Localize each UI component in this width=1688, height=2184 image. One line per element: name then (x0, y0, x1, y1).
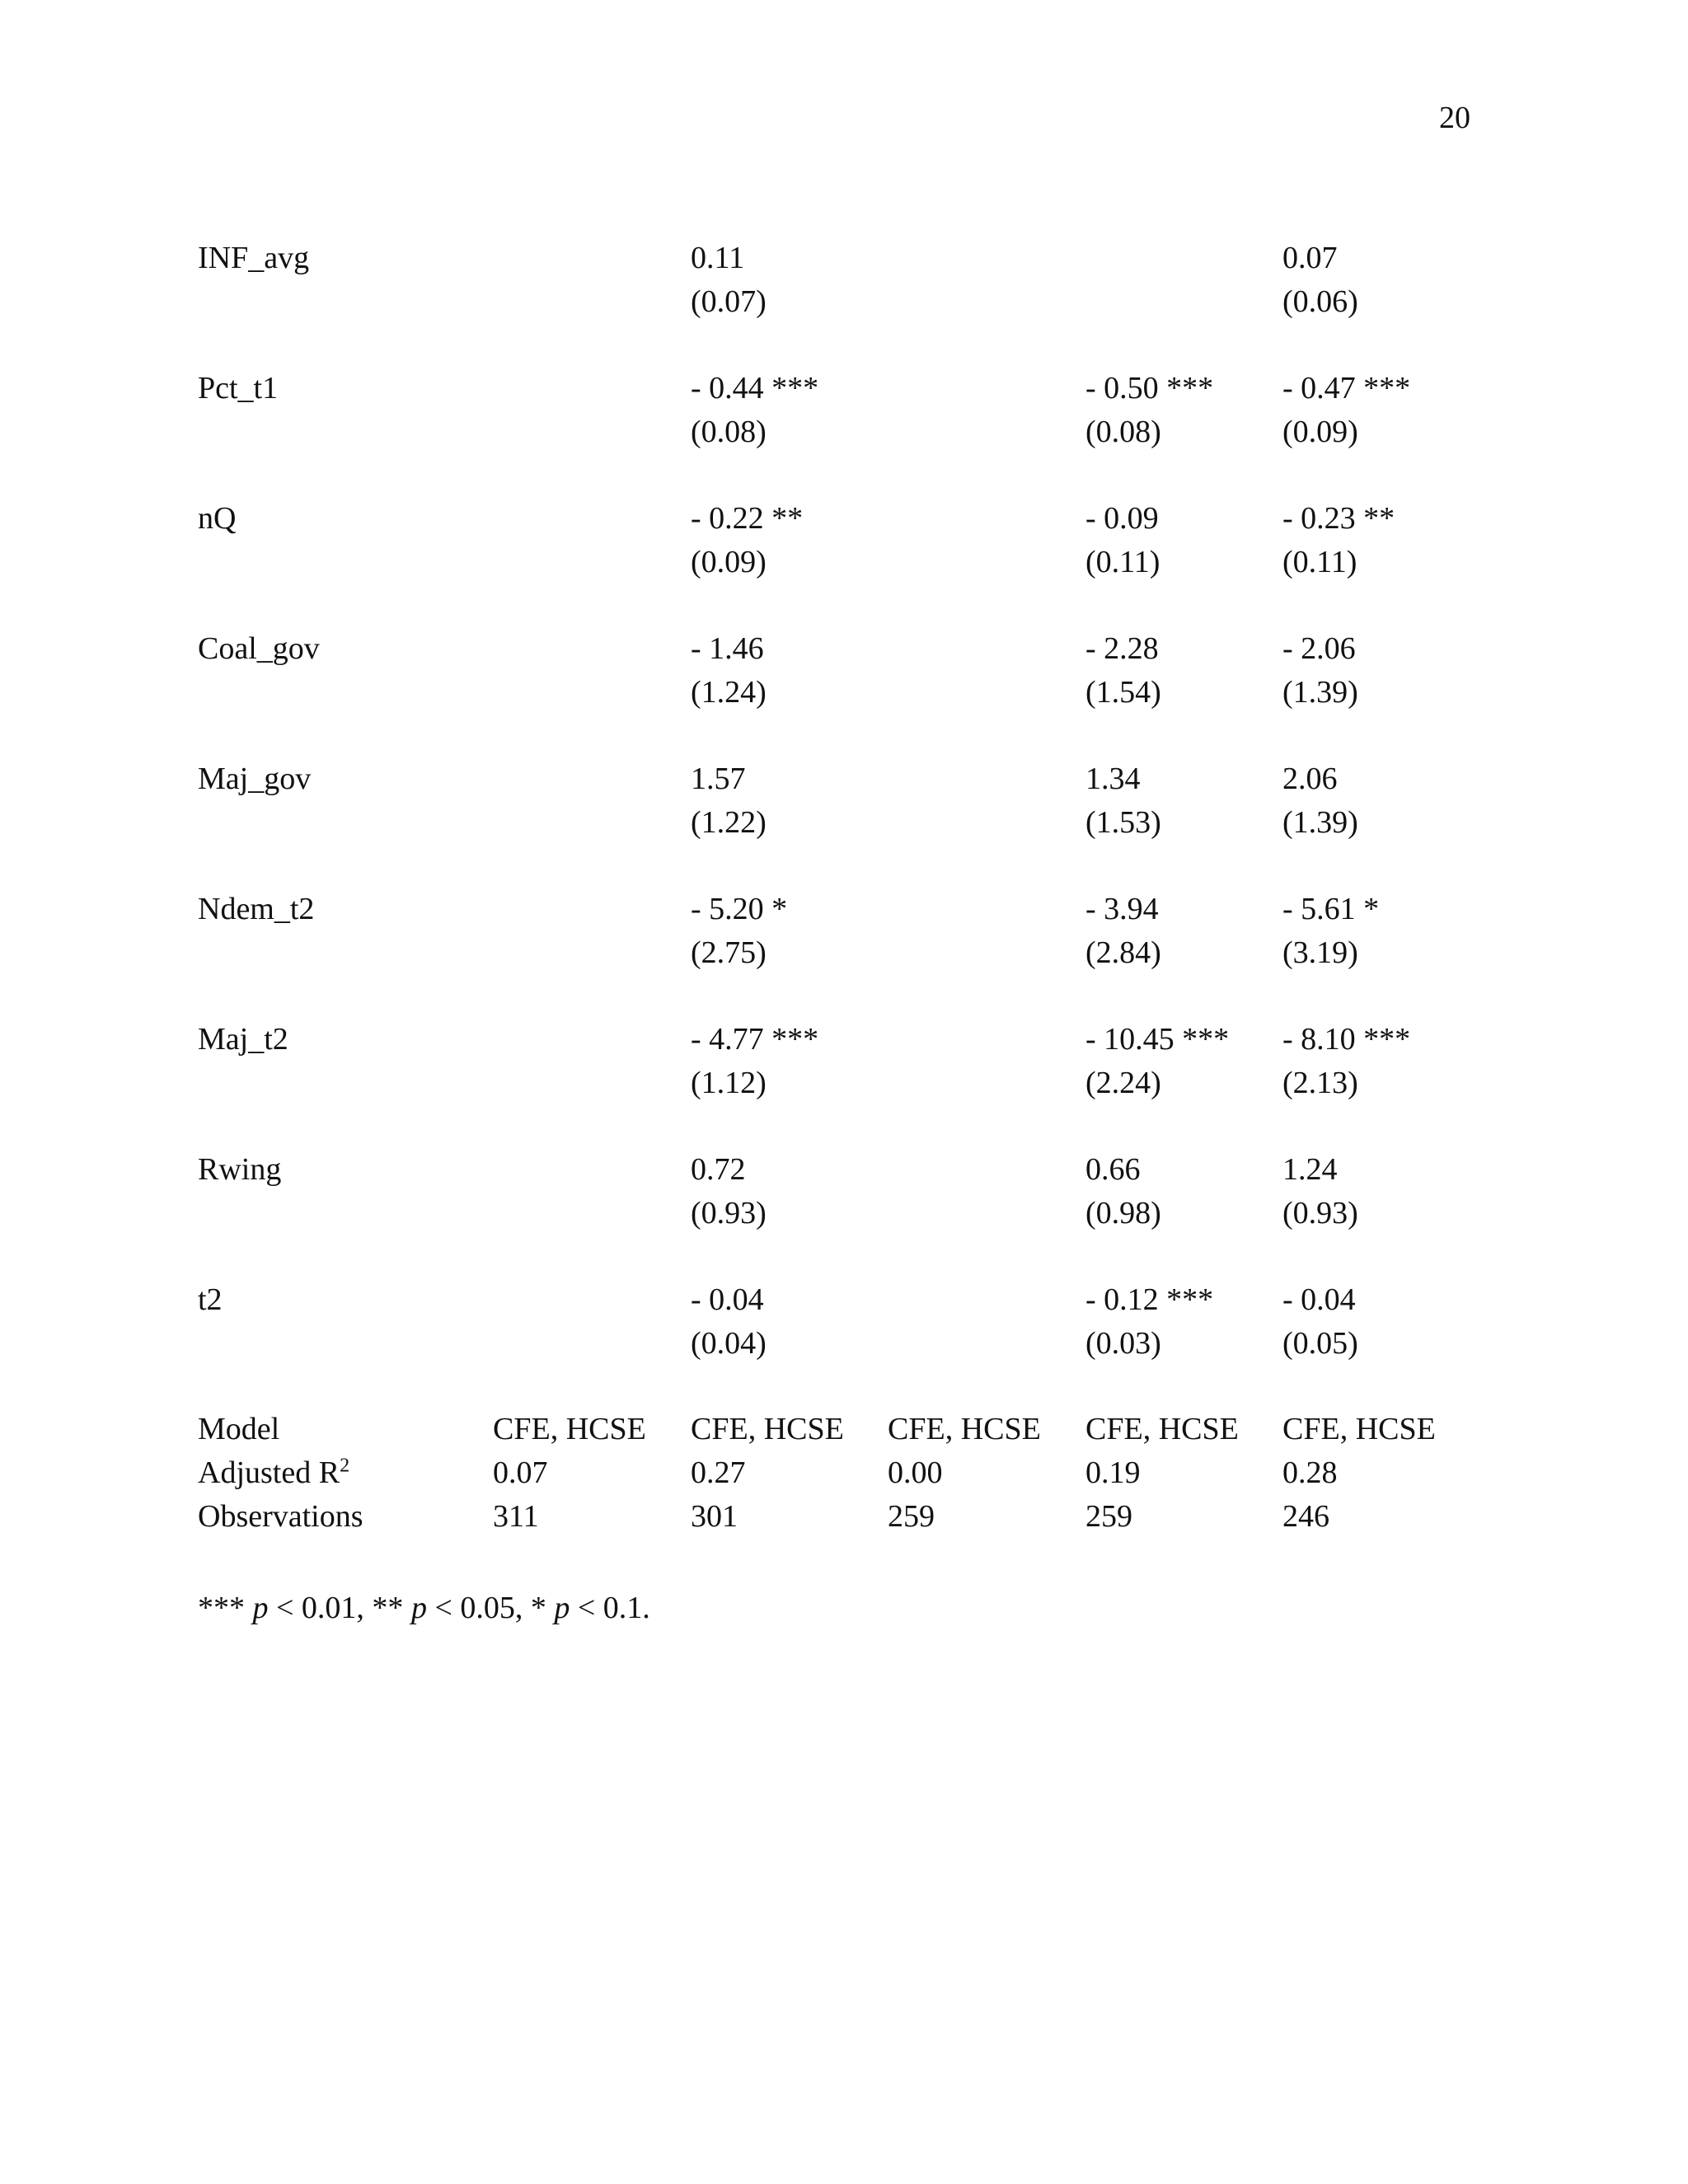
stat-cell: 0.19 (1085, 1455, 1141, 1490)
se-cell: (1.22) (691, 805, 767, 840)
stat-cell: CFE, HCSE (1282, 1412, 1436, 1446)
coef-cell: 0.72 (691, 1152, 746, 1187)
superscript: 2 (340, 1455, 350, 1477)
stat-cell: 259 (1085, 1499, 1132, 1534)
se-cell: (1.53) (1085, 805, 1161, 840)
stat-label: Model (198, 1412, 280, 1446)
se-cell: (0.09) (691, 545, 767, 579)
se-cell: (0.09) (1282, 415, 1358, 449)
coef-cell: - 10.45 *** (1085, 1022, 1230, 1057)
stat-cell: 0.00 (888, 1455, 943, 1490)
stat-label (198, 1451, 349, 1495)
se-cell: (2.75) (691, 935, 767, 970)
stat-cell: CFE, HCSE (888, 1412, 1041, 1446)
coef-cell: 0.11 (691, 241, 745, 275)
stat-cell: CFE, HCSE (493, 1412, 646, 1446)
se-cell: (0.98) (1085, 1196, 1161, 1230)
coef-cell: 0.07 (1282, 241, 1338, 275)
footnote-text: < 0.01, ** (268, 1591, 411, 1625)
se-cell: (2.24) (1085, 1066, 1161, 1100)
coef-cell: 1.57 (691, 762, 746, 796)
page-number: 20 (1439, 101, 1470, 135)
se-cell: (0.93) (691, 1196, 767, 1230)
coef-cell: - 5.20 * (691, 892, 788, 926)
variable-name: nQ (198, 501, 237, 536)
coef-cell: - 0.09 (1085, 501, 1159, 536)
variable-name: t2 (198, 1282, 223, 1317)
se-cell: (0.93) (1282, 1196, 1358, 1230)
variable-name: Ndem_t2 (198, 892, 315, 926)
coef-cell: - 0.04 (1282, 1282, 1356, 1317)
coef-cell: - 0.12 *** (1085, 1282, 1214, 1317)
se-cell: (0.11) (1282, 545, 1357, 579)
variable-name: Pct_t1 (198, 371, 279, 405)
variable-name: INF_avg (198, 241, 310, 275)
variable-name: Maj_t2 (198, 1022, 288, 1057)
stat-label: Observations (198, 1499, 363, 1534)
se-cell: (1.24) (691, 675, 767, 710)
coef-cell: - 0.44 *** (691, 371, 819, 405)
se-cell: (0.11) (1085, 545, 1160, 579)
stat-cell: 259 (888, 1499, 935, 1534)
p-symbol: p (410, 1591, 427, 1625)
se-cell: (1.39) (1282, 805, 1358, 840)
coef-cell: - 1.46 (691, 631, 764, 666)
variable-name: Maj_gov (198, 762, 312, 796)
coef-cell: - 2.06 (1282, 631, 1356, 666)
coef-cell: - 5.61 * (1282, 892, 1380, 926)
coef-cell: - 0.04 (691, 1282, 764, 1317)
p-symbol: p (554, 1591, 570, 1625)
se-cell: (2.84) (1085, 935, 1161, 970)
stat-cell: 0.28 (1282, 1455, 1338, 1490)
coef-cell: 1.24 (1282, 1152, 1338, 1187)
coef-cell: - 2.28 (1085, 631, 1159, 666)
se-cell: (2.13) (1282, 1066, 1358, 1100)
stat-label-text: Adjusted R (198, 1455, 340, 1490)
se-cell: (1.39) (1282, 675, 1358, 710)
coef-cell: - 3.94 (1085, 892, 1159, 926)
variable-name: Coal_gov (198, 631, 320, 666)
stat-cell: 311 (493, 1499, 539, 1534)
coef-cell: 1.34 (1085, 762, 1141, 796)
coef-cell: - 4.77 *** (691, 1022, 819, 1057)
se-cell: (0.03) (1085, 1326, 1161, 1361)
stat-cell: 246 (1282, 1499, 1329, 1534)
stat-cell: 0.07 (493, 1455, 548, 1490)
stat-cell: 0.27 (691, 1455, 746, 1490)
footnote-text: < 0.05, * (426, 1591, 555, 1625)
coef-cell: - 8.10 *** (1282, 1022, 1411, 1057)
se-cell: (0.08) (1085, 415, 1161, 449)
significance-footnote (198, 1586, 650, 1630)
stat-cell: CFE, HCSE (1085, 1412, 1239, 1446)
coef-cell: - 0.22 ** (691, 501, 804, 536)
footnote-text: *** (198, 1591, 253, 1625)
se-cell: (3.19) (1282, 935, 1358, 970)
coef-cell: - 0.47 *** (1282, 371, 1411, 405)
coef-cell: 0.66 (1085, 1152, 1141, 1187)
p-symbol: p (252, 1591, 269, 1625)
variable-name: Rwing (198, 1152, 282, 1187)
coef-cell: - 0.50 *** (1085, 371, 1214, 405)
footnote-text: < 0.1. (570, 1591, 650, 1625)
stat-cell: 301 (691, 1499, 738, 1534)
se-cell: (0.07) (691, 284, 767, 319)
se-cell: (0.05) (1282, 1326, 1358, 1361)
se-cell: (0.06) (1282, 284, 1358, 319)
coef-cell: 2.06 (1282, 762, 1338, 796)
se-cell: (1.54) (1085, 675, 1161, 710)
se-cell: (0.04) (691, 1326, 767, 1361)
se-cell: (1.12) (691, 1066, 767, 1100)
stat-cell: CFE, HCSE (691, 1412, 844, 1446)
se-cell: (0.08) (691, 415, 767, 449)
coef-cell: - 0.23 ** (1282, 501, 1395, 536)
